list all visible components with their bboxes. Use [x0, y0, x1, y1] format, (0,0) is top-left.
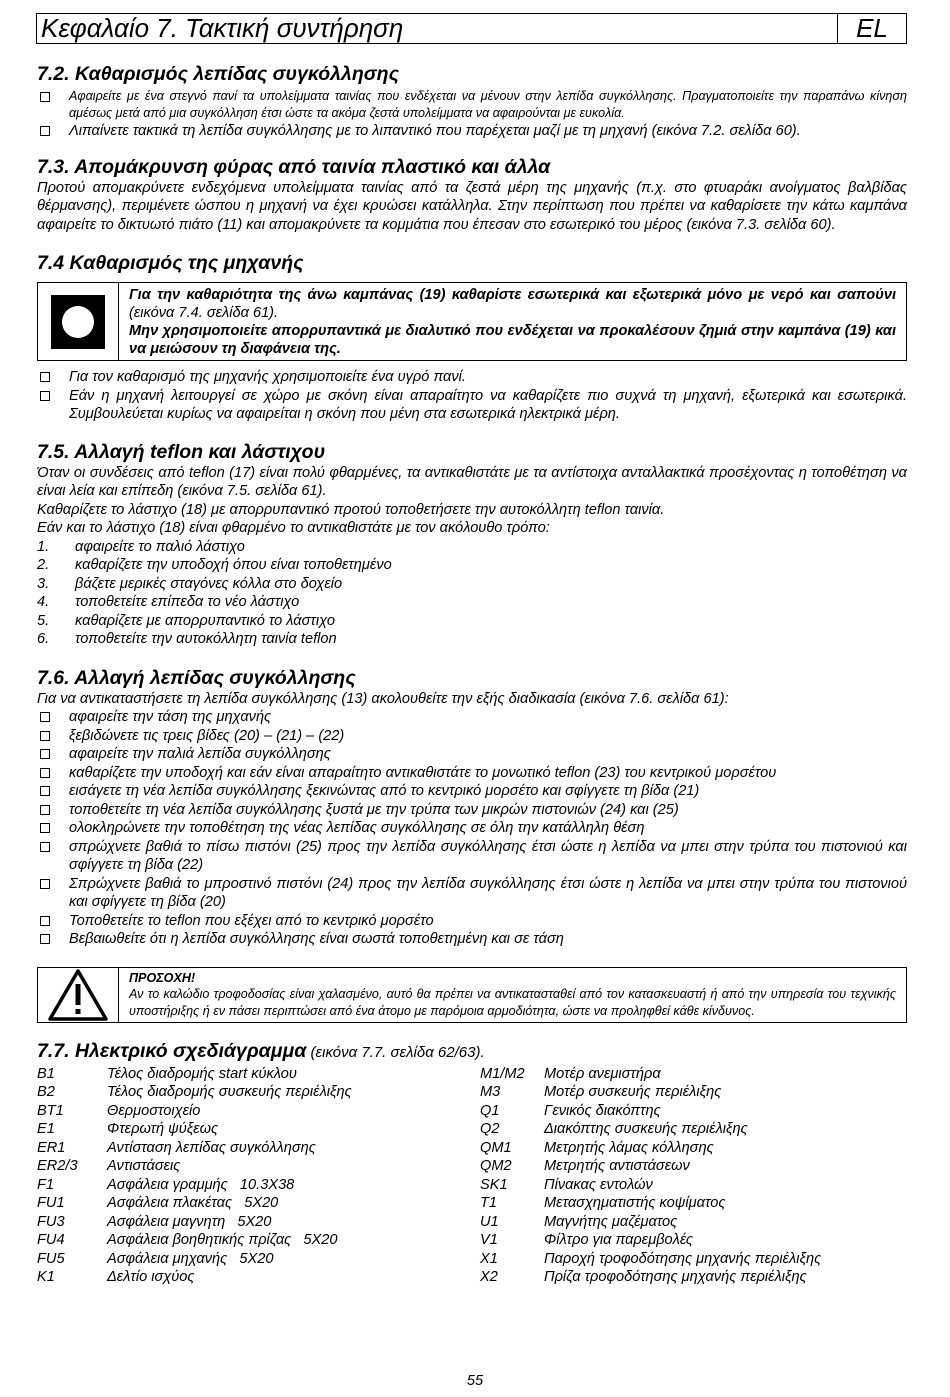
notice-text — [119, 283, 906, 360]
checkbox-item: Για τον καθαρισμό της μηχανής χρησιμοποιείτε ένα υγρό πανί. — [37, 368, 907, 387]
legend-row: V1 Φίλτρο για παρεμβολές — [480, 1232, 693, 1248]
checkbox-item: αφαιρείτε την τάση της μηχανής — [37, 708, 907, 727]
legend-row: B2 Τέλος διαδρομής συσκευής περιέλιξης — [37, 1084, 352, 1100]
legend-row: QM1 Μετρητής λάμας κόλλησης — [480, 1139, 714, 1156]
mandatory-action-icon — [51, 295, 105, 349]
electrical-legend — [37, 1065, 907, 1287]
legend-row: X1 Παροχή τροφοδότησης μηχανής περιέλιξης — [480, 1250, 822, 1267]
notice-figure-ref: (εικόνα 7.4. σελίδα 61). — [129, 305, 279, 321]
chapter-header — [36, 13, 907, 44]
section-7-4-heading: 7.4 Καθαρισμός της μηχανής — [37, 252, 304, 274]
section-7-2-heading: 7.2. Καθαρισμός λεπίδας συγκόλλησης — [37, 63, 399, 85]
checkbox-item: καθαρίζετε την υποδοχή και εάν είναι απαραίτητο αντικαθιστάτε το μονωτικό teflon (23) του κεντρικού μορσέτου — [37, 764, 907, 783]
language-code: EL — [837, 14, 906, 43]
legend-row: E1 Φτερωτή ψύξεως — [37, 1121, 219, 1137]
notice-icon-cell — [38, 283, 119, 360]
step-item: 3. βάζετε μερικές σταγόνες κόλλα στο δοχείο — [37, 575, 343, 592]
legend-row: BT1 Θερμοστοιχείο — [37, 1102, 201, 1119]
chapter-title: Κεφαλαίο 7. Τακτική συντήρηση — [41, 13, 404, 43]
step-item: 6. τοποθετείτε την αυτοκόλλητη ταινία teflon — [37, 631, 337, 647]
section-7-3-text: Προτού απομακρύνετε ενδεχόμενα υπολείμματα ταινίας από τα ζεστά μέρη της μηχανής (π.χ. στο φτυαράκι ανοίγματος βαλβίδας θέρμανσης), περιμένετε ώσπου η μηχανή να έχει κρυώσει κατάλληλα. Στην περίπτωση που πρέπει να καθαρίσετε την κάτω καμπάνα αφαιρείτε το δικτυωτό πιάτο (11) και απομακρύνετε τα κομμάτια που έπεσαν στο εσωτερικό του μέρος (εικόνα 7.3. σελίδα 60). — [37, 179, 907, 233]
legend-row: M1/M2 Μοτέρ ανεμιστήρα — [480, 1065, 661, 1082]
legend-row: FU3 Ασφάλεια μαγνητη 5X20 — [37, 1213, 272, 1230]
checkbox-item: τοποθετείτε τη νέα λεπίδα συγκόλλησης ξυστά με την τρύπα των μικρών πιστονιών (24) και (25) — [37, 801, 907, 820]
section-7-5-para-1: Όταν οι συνδέσεις από teflon (17) είναι πολύ φθαρμένες, τα αντικαθιστάτε με τα αντίστοιχα ανταλλακτικά προσέχοντας η τοποθέτηση να είναι λεία και επίπεδη (εικόνα 7.5. σελίδα 61). — [37, 464, 907, 499]
step-item: 4. τοποθετείτε επίπεδα το νέο λάστιχο — [37, 594, 300, 610]
legend-row: K1 Δελτίο ισχύος — [37, 1269, 195, 1285]
page-number: 55 — [466, 1373, 484, 1389]
warning-title: ΠΡΟΣΟΧΗ! — [129, 970, 196, 985]
checkbox-item: Αφαιρείτε με ένα στεγνό πανί τα υπολείμματα ταινίας που ενδέχεται να μένουν στην λεπίδα συγκόλλησης. Πραγματοποιείτε την παραπάνω κίνηση αμέσως μετά από μια συγκόλληση έτσι ώστε τα ακόμα ζεστά υπολείμματα να αφαιρούνται με ευκολία. — [37, 88, 907, 121]
legend-row: FU5 Ασφάλεια μηχανής 5X20 — [37, 1250, 274, 1267]
checkbox-item: Λιπαίνετε τακτικά τη λεπίδα συγκόλλησης με το λιπαντικό που παρέχεται μαζί με τη μηχανή (εικόνα 7.2. σελίδα 60). — [37, 122, 907, 141]
step-item: 1. αφαιρείτε το παλιό λάστιχο — [37, 538, 245, 555]
section-7-3-heading: 7.3. Απομάκρυνση φύρας από ταινία πλαστικό και άλλα — [37, 155, 551, 178]
step-item: 5. καθαρίζετε με απορρυπαντικό το λάστιχο — [37, 612, 335, 629]
checkbox-item: ολοκληρώνετε την τοποθέτηση της νέας λεπίδας συγκόλλησης σε όλη την κατάλληλη θέση — [37, 819, 907, 838]
section-7-6-intro: Για να αντικαταστήσετε τη λεπίδα συγκόλλησης (13) ακολουθείτε την εξής διαδικασία (εικόνα 7.6. σελίδα 61): — [37, 690, 729, 707]
notice-box — [37, 282, 907, 361]
section-7-6-heading: 7.6. Αλλαγή λεπίδας συγκόλλησης — [37, 666, 356, 689]
checkbox-item: Βεβαιωθείτε ότι η λεπίδα συγκόλλησης είναι σωστά τοποθετημένη και σε τάση — [37, 930, 907, 949]
step-item: 2. καθαρίζετε την υποδοχή όπου είναι τοποθετημένο — [37, 557, 392, 573]
legend-row: T1 Μετασχηματιστής κοψίματος — [480, 1195, 726, 1211]
legend-row: ER2/3 Αντιστάσεις — [37, 1158, 181, 1174]
section-7-7-heading: 7.7. Ηλεκτρικό σχεδιάγραμμα (εικόνα 7.7. σελίδα 62/63). — [37, 1039, 485, 1062]
warning-icon-cell — [38, 968, 119, 1022]
warning-text — [119, 968, 906, 1022]
legend-row: M3 Μοτέρ συσκευής περιέλιξης — [480, 1084, 722, 1100]
section-7-5-para-2: Καθαρίζετε το λάστιχο (18) με απορρυπαντικό προτού τοποθετήσετε την αυτοκόλλητη teflon ταινία. — [37, 501, 665, 518]
section-7-5-para-3: Εάν και το λάστιχο (18) είναι φθαρμένο το αντικαθιστάτε με τον ακόλουθο τρόπο: — [37, 520, 550, 536]
legend-row: SK1 Πίνακας εντολών — [480, 1176, 653, 1193]
legend-row: ER1 Αντίσταση λεπίδας συγκόλλησης — [37, 1139, 316, 1156]
page-content — [37, 62, 907, 1287]
legend-row: U1 Μαγνήτης μαζέματος — [480, 1213, 678, 1230]
section-7-5-heading: 7.5. Αλλαγή teflon και λάστιχου — [37, 440, 326, 463]
section-7-7-figure-ref: (εικόνα 7.7. σελίδα 62/63). — [306, 1043, 485, 1061]
checkbox-item: Σπρώχνετε βαθιά το μπροστινό πιστόνι (24) προς την λεπίδα συγκόλλησης έτσι ώστε η λεπίδα να μπει στην τρύπα του πιστονιού και σφίγγετε τη βίδα (20) — [37, 875, 907, 912]
legend-column-right — [480, 1065, 821, 1287]
notice-bold-1: Για την καθαριότητα της άνω καμπάνας (19) καθαρίστε εσωτερικά και εξωτερικά μόνο με νερό και σαπούνι — [129, 287, 896, 303]
legend-row: QM2 Μετρητής αντιστάσεων — [480, 1158, 690, 1174]
legend-row: F1 Ασφάλεια γραμμής 10.3X38 — [37, 1176, 295, 1193]
legend-row: FU1 Ασφάλεια πλακέτας 5X20 — [37, 1195, 279, 1211]
notice-bold-2: Μην χρησιμοποιείτε απορρυπαντικά με διαλυτικό που ενδέχεται να προκαλέσουν ζημιά στην καμπάνα (19) και να μειώσουν τη διαφάνεια της. — [129, 323, 896, 357]
checkbox-item: αφαιρείτε την παλιά λεπίδα συγκόλλησης — [37, 745, 907, 764]
numbered-steps — [37, 538, 907, 649]
checkbox-item: εισάγετε τη νέα λεπίδα συγκόλλησης ξεκινώντας από το κεντρικό μορσέτο και σφίγγετε τη βίδα (21) — [37, 782, 907, 801]
legend-row: Q1 Γενικός διακόπτης — [480, 1102, 661, 1119]
checkbox-item: ξεβιδώνετε τις τρεις βίδες (20) – (21) – (22) — [37, 727, 907, 746]
legend-row: B1 Τέλος διαδρομής start κύκλου — [37, 1065, 297, 1082]
legend-column-left — [37, 1065, 480, 1287]
warning-body: Αν το καλώδιο τροφοδοσίας είναι χαλασμένο, αυτό θα πρέπει να αντικατασταθεί από τον κατασκευαστή ή από την υπηρεσία του τεχνικής υποστήριξης ή εν πάσει περιπτώσει από ένα άτομο με παρόμοια αρμοδιότητα, ώστε να προληφθεί κάθε κίνδυνος. — [129, 987, 896, 1018]
checkbox-item: Εάν η μηχανή λειτουργεί σε χώρο με σκόνη είναι απαραίτητο να καθαρίζετε πιο συχνά τη μηχανή, εξωτερικά και εσωτερικά. Συμβουλεύεται κυρίως να αφαιρείται η σκόνη που μένη στα εσωτερικά ηλεκτρικά μέρη. — [37, 387, 907, 424]
legend-row: Q2 Διακόπτης συσκευής περιέλιξης — [480, 1121, 748, 1137]
legend-row: X2 Πρίζα τροφοδότησης μηχανής περιέλιξης — [480, 1269, 807, 1285]
checkbox-item: Τοποθετείτε το teflon που εξέχει από το κεντρικό μορσέτο — [37, 912, 907, 931]
warning-box — [37, 967, 907, 1023]
checkbox-item: σπρώχνετε βαθιά το πίσω πιστόνι (25) προς την λεπίδα συγκόλλησης έτσι ώστε η λεπίδα να μπει στην τρύπα του πιστονιού και σφίγγετε τη βίδα (22) — [37, 838, 907, 875]
warning-triangle-icon — [47, 968, 109, 1022]
legend-row: FU4 Ασφάλεια βοηθητικής πρίζας 5X20 — [37, 1232, 338, 1248]
